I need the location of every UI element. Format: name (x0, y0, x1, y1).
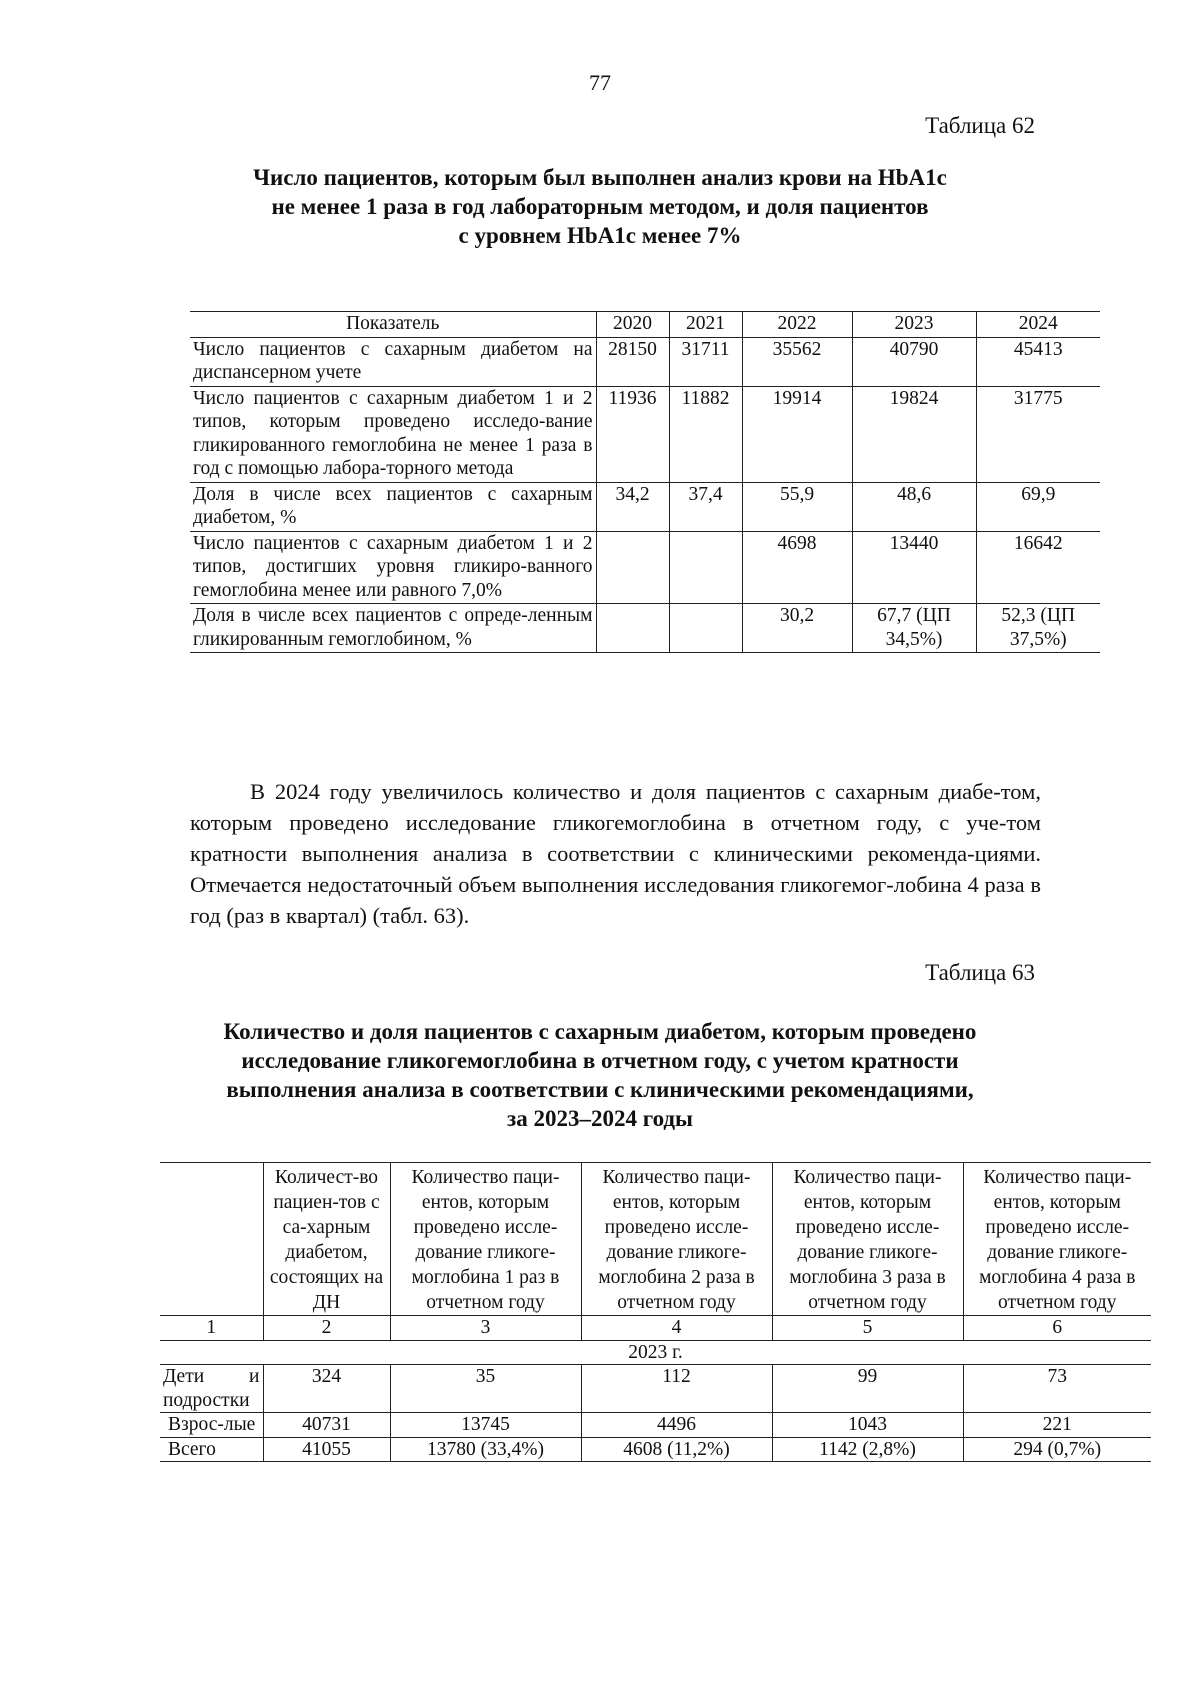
table-cell: 34,2 (596, 482, 669, 531)
row-label: Число пациентов с сахарным диабетом на диспансерном учете (190, 337, 596, 386)
table-cell: 13780 (33,4%) (390, 1437, 581, 1462)
column-number: 6 (963, 1316, 1151, 1341)
table-cell: 40731 (263, 1413, 390, 1438)
table-cell: 1043 (772, 1413, 963, 1438)
table-cell: 11936 (596, 386, 669, 482)
table-cell: 4608 (11,2%) (581, 1437, 772, 1462)
column-header: Количество паци-ентов, которым проведено иссле-дование гликоге-моглобина 2 раза в отчетном году (581, 1163, 772, 1316)
table-cell: 324 (263, 1365, 390, 1413)
section-row (160, 1340, 1151, 1365)
table-cell: 13745 (390, 1413, 581, 1438)
column-number: 3 (390, 1316, 581, 1341)
table-cell (596, 531, 669, 604)
table-row (160, 1437, 1151, 1462)
table-cell: 67,7 (ЦП 34,5%) (852, 604, 976, 653)
column-header: Показатель (190, 312, 596, 338)
table-cell: 99 (772, 1365, 963, 1413)
table-62-caption: Таблица 62 (925, 113, 1035, 138)
table-cell: 13440 (852, 531, 976, 604)
column-number-row (160, 1316, 1151, 1341)
table-row (190, 337, 1100, 386)
table-cell (669, 531, 742, 604)
page-number: 77 (589, 70, 611, 95)
column-header: 2023 (852, 312, 976, 338)
table-row (190, 604, 1100, 653)
column-number: 4 (581, 1316, 772, 1341)
table-cell: 294 (0,7%) (963, 1437, 1151, 1462)
table-cell: 73 (963, 1365, 1151, 1413)
table-cell: 31711 (669, 337, 742, 386)
table-cell: 35 (390, 1365, 581, 1413)
table-cell: 221 (963, 1413, 1151, 1438)
row-label: Число пациентов с сахарным диабетом 1 и 2 типов, достигших уровня гликиро-ванного гемоглобина менее или равного 7,0% (190, 531, 596, 604)
table-62-title (190, 163, 1010, 250)
table-cell: 19914 (742, 386, 852, 482)
table-cell: 52,3 (ЦП 37,5%) (976, 604, 1100, 653)
table-cell: 1142 (2,8%) (772, 1437, 963, 1462)
table-header-row (160, 1163, 1151, 1316)
table-62-title-line: с уровнем HbA1c менее 7% (458, 223, 742, 248)
table-63-title-line: за 2023–2024 годы (506, 1106, 694, 1131)
table-header-row (190, 312, 1100, 338)
row-label: Доля в числе всех пациентов с сахарным диабетом, % (190, 482, 596, 531)
column-header: Количество паци-ентов, которым проведено иссле-дование гликоге-моглобина 3 раза в отчетном году (772, 1163, 963, 1316)
table-cell: 28150 (596, 337, 669, 386)
table-cell: 69,9 (976, 482, 1100, 531)
table-cell: 19824 (852, 386, 976, 482)
table-cell: 45413 (976, 337, 1100, 386)
row-label: Всего (160, 1437, 263, 1462)
table-cell (669, 604, 742, 653)
table-63-caption: Таблица 63 (925, 960, 1035, 985)
column-header: Количество паци-ентов, которым проведено иссле-дование гликоге-моглобина 4 раза в отчетном году (963, 1163, 1151, 1316)
column-header: Количест-во пациен-тов с са-харным диабетом, состоящих на ДН (263, 1163, 390, 1316)
table-63 (160, 1162, 1151, 1462)
table-cell: 112 (581, 1365, 772, 1413)
column-number: 2 (263, 1316, 390, 1341)
table-63-title-line: Количество и доля пациентов с сахарным диабетом, которым проведено (223, 1019, 977, 1044)
table-row (160, 1413, 1151, 1438)
column-header: Количество паци-ентов, которым проведено иссле-дование гликоге-моглобина 1 раз в отчетном году (390, 1163, 581, 1316)
table-row (190, 386, 1100, 482)
column-number: 5 (772, 1316, 963, 1341)
table-row (160, 1365, 1151, 1413)
row-label: Число пациентов с сахарным диабетом 1 и 2 типов, которым проведено исследо-вание гликированного гемоглобина не менее 1 раза в год с помощью лабора-торного метода (190, 386, 596, 482)
column-number: 1 (160, 1316, 263, 1341)
table-62-title-line: не менее 1 раза в год лабораторным методом, и доля пациентов (271, 194, 929, 219)
column-header: 2020 (596, 312, 669, 338)
table-row (190, 531, 1100, 604)
table-62 (190, 311, 1100, 653)
column-header: 2022 (742, 312, 852, 338)
table-cell: 4698 (742, 531, 852, 604)
row-label: Дети и подростки (160, 1365, 263, 1413)
table-cell: 48,6 (852, 482, 976, 531)
table-cell: 30,2 (742, 604, 852, 653)
table-cell: 16642 (976, 531, 1100, 604)
table-cell: 35562 (742, 337, 852, 386)
table-62-title-line: Число пациентов, которым был выполнен анализ крови на HbA1c (253, 165, 947, 190)
body-paragraph: В 2024 году увеличилось количество и доля пациентов с сахарным диабе-том, которым проведено исследование гликогемоглобина в отчетном году, с уче-том кратности выполнения анализа в соответствии с клиническими рекоменда-циями. Отмечается недостаточный объем выполнения исследования гликогемог-лобина 4 раза в год (раз в квартал) (табл. 63). (190, 779, 1041, 928)
column-header: 2021 (669, 312, 742, 338)
table-63-title (160, 1017, 1040, 1133)
table-cell: 37,4 (669, 482, 742, 531)
section-label: 2023 г. (160, 1340, 1151, 1365)
row-label: Взрос-лые (160, 1413, 263, 1438)
table-cell: 31775 (976, 386, 1100, 482)
column-header (160, 1163, 263, 1316)
table-row (190, 482, 1100, 531)
table-63-title-line: исследование гликогемоглобина в отчетном году, с учетом кратности (241, 1048, 959, 1073)
table-cell (596, 604, 669, 653)
table-cell: 4496 (581, 1413, 772, 1438)
table-cell: 55,9 (742, 482, 852, 531)
table-63-title-line: выполнения анализа в соответствии с клиническими рекомендациями, (226, 1077, 974, 1102)
row-label: Доля в числе всех пациентов с опреде-ленным гликированным гемоглобином, % (190, 604, 596, 653)
column-header: 2024 (976, 312, 1100, 338)
table-cell: 11882 (669, 386, 742, 482)
table-cell: 40790 (852, 337, 976, 386)
table-cell: 41055 (263, 1437, 390, 1462)
